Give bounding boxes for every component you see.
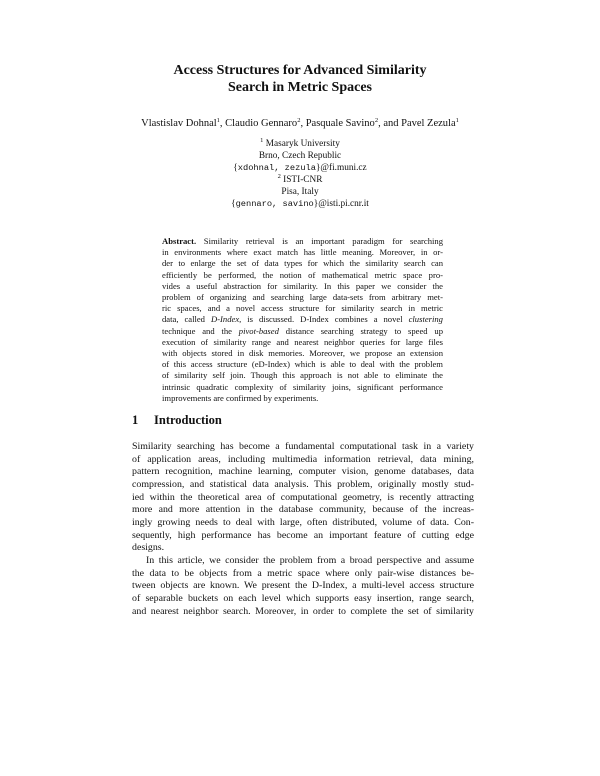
abstract-text: , is discussed. D-Index combines a novel — [239, 314, 409, 325]
author-name: Claudio Gennaro — [225, 118, 298, 129]
abstract-line: der to enlarge the set of data types for which the similarity search can — [162, 258, 443, 269]
email-brace-open: { — [233, 162, 238, 173]
body-line: In this article, we consider the problem from a broad perspective and assume — [146, 554, 474, 566]
author-separator: , and — [378, 118, 402, 129]
abstract-line: improvements are confirmed by experiments. — [162, 392, 319, 403]
body-line: of separable buckets on each level which supports easy insertion, range search, — [132, 592, 474, 604]
body-line: compression, and statistical data analysis. This problem, originally mostly stud- — [132, 478, 474, 490]
abstract-line — [162, 314, 443, 325]
abstract-line: efficiently be performed, the notion of mathematical metric space pro- — [162, 269, 443, 280]
email-brace-open: { — [231, 198, 236, 209]
affiliation-email — [0, 199, 600, 211]
affiliation-line — [0, 139, 600, 151]
email-users: gennaro, savino — [235, 198, 314, 209]
abstract-line: of similarity self join. Though this approach is not able to eliminate the — [162, 370, 443, 381]
abstract-line — [162, 236, 443, 247]
author-affil-mark: 1 — [455, 117, 459, 124]
abstract-emphasis: pivot-based — [238, 325, 279, 336]
author-list — [0, 118, 600, 129]
affiliation-mark: 2 — [277, 172, 281, 180]
body-line: ingly growing needs to deal with large, often distributed, volume of data. Con- — [132, 516, 474, 528]
abstract-line: vides a useful abstraction for similarity. In this paper we consider the — [162, 280, 443, 291]
author-affil-mark: 2 — [297, 117, 301, 124]
abstract-emphasis: clustering — [408, 314, 443, 325]
affiliation-name: ISTI-CNR — [283, 174, 323, 185]
body-line: pattern recognition, machine learning, computer vision, genome databases, data — [132, 466, 474, 478]
affiliation-mark: 1 — [260, 137, 264, 144]
abstract-line: execution of similarity range and nearest neighbor queries for large files — [162, 336, 443, 347]
abstract-line — [162, 326, 443, 337]
section-title: Introduction — [154, 413, 222, 427]
email-domain: }@isti.pi.cnr.it — [313, 198, 369, 209]
body-line: tween objects are known. We present the D-Index, a multi-level access structure — [132, 580, 474, 592]
abstract-line: ric spaces, and a novel access structure for similarity search in metric — [162, 303, 443, 314]
abstract-line: of this access structure (eD-Index) which is able to deal with the problem — [162, 359, 443, 370]
abstract-text: data, called — [162, 314, 211, 325]
abstract-text: distance searching strategy to speed up — [278, 325, 443, 336]
email-users: xdohnal, zezula — [237, 162, 316, 173]
body-line: and nearest neighbor search. Moreover, in order to complete the set of similarity — [132, 605, 474, 617]
affiliation-address: Brno, Czech Republic — [258, 150, 342, 161]
abstract-heading: Abstract. — [162, 236, 197, 246]
author-name: Vlastislav Dohnal — [141, 118, 217, 129]
title-line-2: Search in Metric Spaces — [228, 80, 372, 95]
body-line: sequently, high performance has become an important feature of cutting edge — [132, 529, 474, 541]
author-affil-mark: 1 — [216, 117, 220, 124]
abstract-line: in environments where exact match has little meaning. Moreover, in or- — [162, 247, 443, 258]
abstract-emphasis: D-Index — [210, 314, 240, 325]
author-separator: , — [219, 118, 226, 129]
affiliation-email — [0, 163, 600, 175]
paper-title — [0, 62, 600, 96]
title-line-1: Access Structures for Advanced Similarity — [173, 63, 427, 78]
body-line: of application areas, including multimedia information retrieval, data mining, — [132, 453, 474, 465]
author-separator: , — [300, 118, 306, 129]
body-line: ied within the theoretical area of computational geometry, is recently attracting — [132, 491, 474, 503]
abstract-text: technique and the — [162, 325, 239, 336]
affiliation-line — [0, 172, 600, 187]
body-line: the data to be objects from a metric space where only pair-wise distances be- — [132, 567, 474, 579]
abstract-text: Similarity retrieval is an important paradigm for searching — [196, 236, 443, 246]
author-name: Pasquale Savino — [305, 118, 375, 129]
body-line: designs. — [132, 542, 165, 554]
affiliation-address: Pisa, Italy — [281, 186, 319, 197]
body-line: more and more attention in the database community, because of the increas- — [132, 504, 474, 516]
abstract — [162, 236, 443, 404]
body-line: Similarity searching has become a fundamental computational task in a variety — [132, 441, 474, 452]
body-text — [132, 441, 474, 618]
author-affil-mark: 2 — [374, 117, 379, 124]
email-domain: }@fi.muni.cz — [315, 162, 367, 173]
affiliation-name: Masaryk University — [265, 139, 340, 149]
section-heading — [132, 413, 222, 428]
affiliations — [0, 139, 600, 210]
abstract-line: intrinsic quadratic complexity of similarity joins, significant performance — [162, 381, 443, 392]
author-name: Pavel Zezula — [401, 118, 456, 129]
section-number: 1 — [132, 413, 139, 427]
abstract-line: with objects stored in disk memories. Moreover, we propose an extension — [162, 348, 443, 359]
abstract-line: problem of organizing and searching large data-sets from arbitrary met- — [162, 292, 443, 303]
